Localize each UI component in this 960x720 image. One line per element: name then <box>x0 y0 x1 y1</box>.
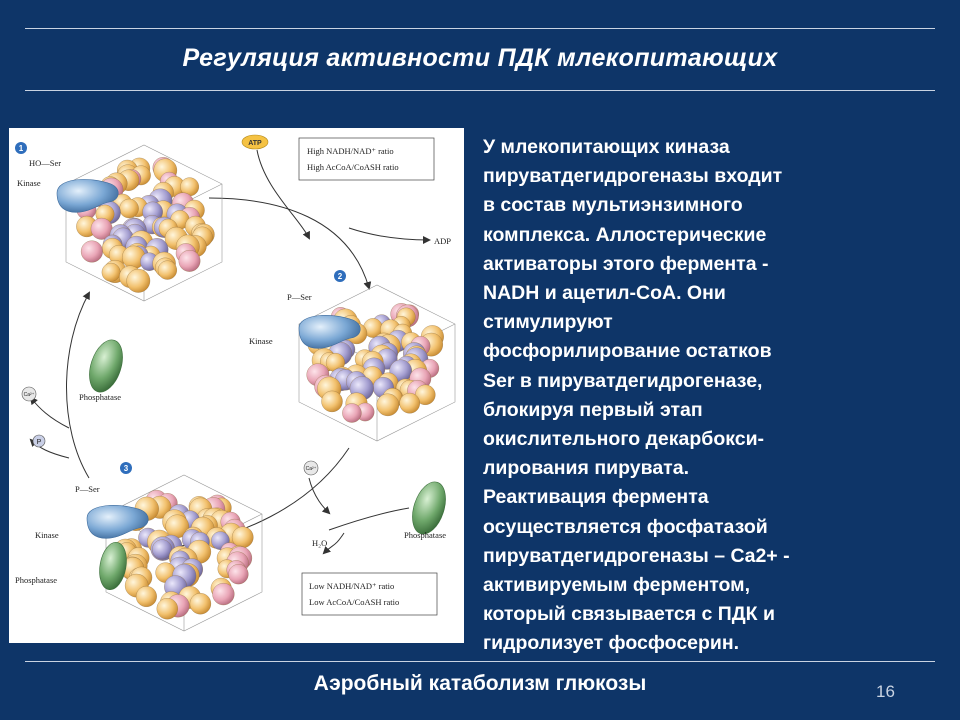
enzyme-complex-2 <box>299 285 455 441</box>
label-ho-ser: HO—Ser <box>29 158 62 168</box>
footer-title: Аэробный катаболизм глюкозы <box>313 672 647 695</box>
step-label-1: 1 <box>18 144 24 153</box>
high-ratio-line-2: High AcCoA/CoASH ratio <box>307 162 399 172</box>
sphere-e2 <box>102 263 120 281</box>
sphere-e1 <box>342 404 361 423</box>
footer-rule <box>25 661 935 662</box>
label-adp: ADP <box>434 236 452 246</box>
label-phosphatase-3: Phosphatase <box>15 575 58 585</box>
top-rule <box>25 28 935 29</box>
label-phosphatase-left: Phosphatase <box>79 392 122 402</box>
label-phosphatase-right: Phosphatase <box>404 530 447 540</box>
label-p-left: P <box>36 439 42 446</box>
sphere-e1 <box>81 241 103 263</box>
page-number: 16 <box>876 682 895 701</box>
slide-title: Регуляция активности ПДК млекопитающих <box>182 44 778 72</box>
kinase-shape-3 <box>87 505 148 538</box>
sphere-e2 <box>400 393 420 413</box>
sphere-e2 <box>158 261 177 280</box>
arrow-ca-out <box>31 398 69 428</box>
step-label-3: 3 <box>123 464 129 473</box>
title-rule <box>25 90 935 91</box>
label-ca-right: Ca²⁺ <box>305 466 317 472</box>
label-h2o: H₂O <box>312 538 328 548</box>
enzyme-complex-3 <box>106 475 262 631</box>
label-kinase-2: Kinase <box>249 336 273 346</box>
label-p-ser-2: P—Ser <box>287 292 312 302</box>
label-kinase-1: Kinase <box>17 178 41 188</box>
sphere-e2 <box>322 391 343 412</box>
low-ratio-box <box>302 573 437 615</box>
sphere-e1 <box>213 583 235 605</box>
enzyme-complex-1 <box>66 145 222 301</box>
arrow-3-to-1 <box>67 293 90 478</box>
sphere-e1 <box>179 250 200 271</box>
sphere-e2 <box>127 269 150 292</box>
body-text: У млекопитающих киназа пируватдегидрогеназы входит в состав мультиэнзимного комплекса. Аллостерические активаторы этого фермента - NADH и ацетил-CoA. Они стимулируют фосфорилирование остатков Ser в пируватдегидрогеназе, блокируя первый этап окислительного декарбокси- лирования пирувата. Реактивация фермента осуществляется фосфатазой пируватдегидрогеназы – Ca2+ - активируемым ферментом, который связывается с ПДК и гидролизует фосфосерин. <box>483 136 790 655</box>
figure-svg <box>9 128 464 643</box>
label-atp: ATP <box>248 140 262 147</box>
pdc-regulation-figure <box>9 128 464 643</box>
arrow-phosphatase-in <box>329 508 409 530</box>
sphere-e2 <box>157 598 178 619</box>
high-ratio-line-1: High NADH/NAD⁺ ratio <box>307 146 394 156</box>
step-label-2: 2 <box>337 272 343 281</box>
low-ratio-line-1: Low NADH/NAD⁺ ratio <box>309 581 395 591</box>
high-ratio-box <box>299 138 434 180</box>
label-kinase-3: Kinase <box>35 530 59 540</box>
sphere-e2 <box>120 199 139 218</box>
arrow-adp <box>349 228 429 240</box>
sphere-e2 <box>136 586 157 607</box>
sphere-e1 <box>229 564 249 584</box>
sphere-e2 <box>190 593 211 614</box>
label-ca-left: Ca²⁺ <box>23 392 35 398</box>
sphere-e2 <box>377 394 399 416</box>
low-ratio-line-2: Low AcCoA/CoASH ratio <box>309 597 400 607</box>
phosphatase-shape-left <box>83 336 128 397</box>
label-p-ser-3: P—Ser <box>75 484 100 494</box>
